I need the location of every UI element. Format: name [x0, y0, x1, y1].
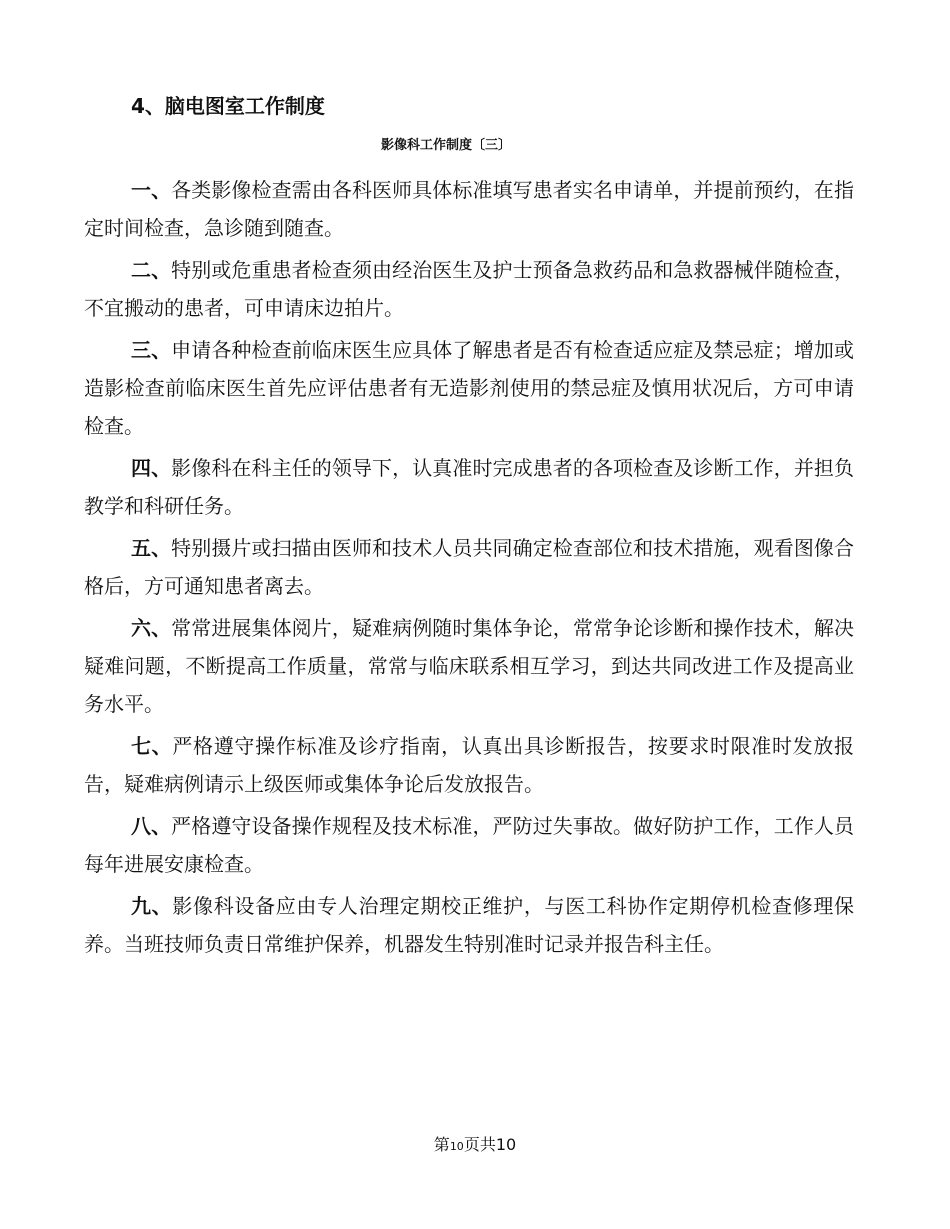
paragraph-6: [84, 609, 854, 723]
paragraph-8: [84, 807, 854, 883]
footer-middle: 页共: [463, 1135, 496, 1154]
paragraph-number: 六、: [131, 616, 172, 640]
paragraph-text: 各类影像检查需由各科医师具体标准填写患者实名申请单，并提前预约，在指定时间检查，急诊随到随查。: [84, 178, 854, 240]
paragraph-number: 七、: [131, 734, 173, 758]
paragraph-text: 影像科设备应由专人治理定期校正维护，与医工科协作定期停机检查修理保养。当班技师负责日常维护保养，机器发生特别准时记录并报告科主任。: [84, 894, 855, 956]
paragraph-9: [84, 887, 854, 963]
paragraph-number: 二、: [131, 258, 172, 282]
paragraph-text: 严格遵守操作标准及诊疗指南，认真出具诊断报告，按要求时限准时发放报告，疑难病例请示上级医师或集体争论后发放报告。: [84, 734, 855, 796]
paragraph-text: 特别或危重患者检查须由经治医生及护士预备急救药品和急救器械伴随检查，不宜搬动的患者，可申请床边拍片。: [84, 258, 854, 320]
paragraph-7: [84, 727, 854, 803]
paragraph-number: 五、: [131, 536, 172, 560]
document-body: [84, 171, 854, 967]
paragraph-1: [84, 171, 854, 247]
paragraph-number: 一、: [131, 178, 172, 202]
paragraph-number: 三、: [131, 338, 172, 362]
footer-prefix: 第: [433, 1135, 450, 1154]
paragraph-text: 严格遵守设备操作规程及技术标准，严防过失事故。做好防护工作，工作人员每年进展安康检查。: [84, 814, 854, 876]
document-subtitle: 影像科工作制度〔三〕: [380, 138, 511, 153]
page-footer: [0, 1134, 950, 1158]
paragraph-5: [84, 529, 854, 605]
paragraph-text: 影像科在科主任的领导下，认真准时完成患者的各项检查及诊断工作，并担负教学和科研任务。: [84, 456, 854, 518]
paragraph-text: 常常进展集体阅片，疑难病例随时集体争论，常常争论诊断和操作技术，解决疑难问题，不断提高工作质量，常常与临床联系相互学习，到达共同改进工作及提高业务水平。: [84, 616, 854, 716]
footer-page-number: 10: [449, 1140, 464, 1153]
paragraph-number: 四、: [131, 456, 172, 480]
paragraph-text: 申请各种检查前临床医生应具体了解患者是否有检查适应症及禁忌症；增加或造影检查前临床医生首先应评估患者有无造影剂使用的禁忌症及慎用状况后，方可申请检查。: [84, 338, 854, 438]
paragraph-text: 特别摄片或扫描由医师和技术人员共同确定检查部位和技术措施，观看图像合格后，方可通知患者离去。: [84, 536, 854, 598]
paragraph-number: 八、: [131, 814, 172, 838]
paragraph-number: 九、: [131, 894, 173, 918]
footer-total-pages: 10: [495, 1135, 517, 1154]
paragraph-4: [84, 449, 854, 525]
paragraph-2: [84, 251, 854, 327]
section-heading: 4、脑电图室工作制度: [131, 94, 325, 118]
paragraph-3: [84, 331, 854, 445]
